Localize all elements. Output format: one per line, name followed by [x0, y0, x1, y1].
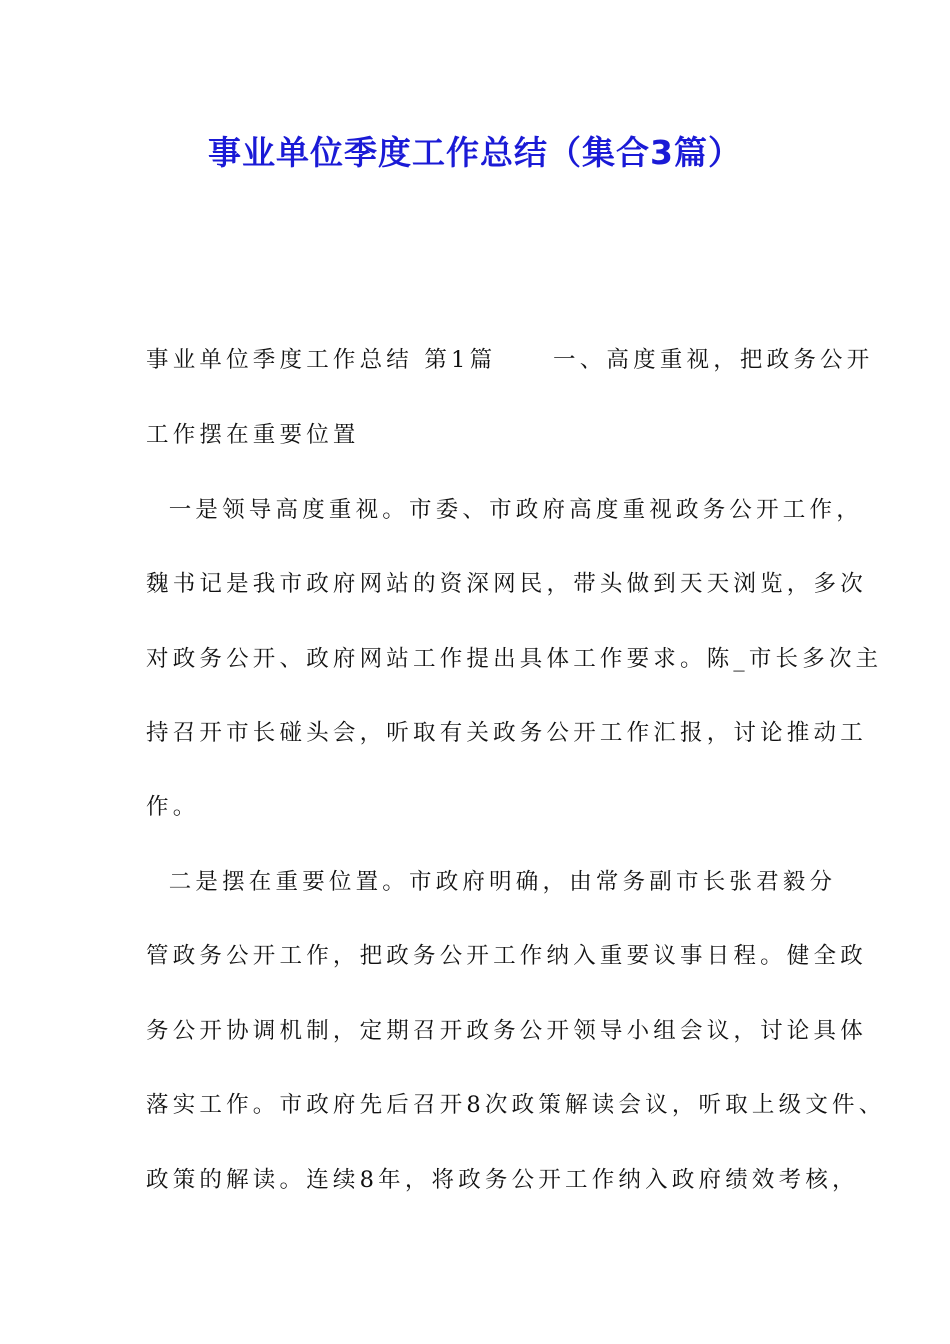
body-line-1: 事业单位季度工作总结 第1篇 一、高度重视，把政务公开 [146, 347, 874, 373]
body-line-6: 持召开市长碰头会，听取有关政务公开工作汇报，讨论推动工 [146, 720, 867, 746]
body-line-4: 魏书记是我市政府网站的资深网民，带头做到天天浏览，多次 [146, 571, 867, 597]
body-line-2: 工作摆在重要位置 [146, 422, 360, 448]
body-line-9: 管政务公开工作，把政务公开工作纳入重要议事日程。健全政 [146, 943, 867, 969]
body-line-3: 一是领导高度重视。市委、市政府高度重视政务公开工作， [146, 497, 863, 523]
body-line-11: 落实工作。市政府先后召开8次政策解读会议，听取上级文件、 [146, 1092, 886, 1118]
document-title: 事业单位季度工作总结（集合3篇） [208, 133, 742, 172]
body-line-12: 政策的解读。连续8年，将政务公开工作纳入政府绩效考核， [146, 1167, 859, 1193]
body-line-8: 二是摆在重要位置。市政府明确，由常务副市长张君毅分 [146, 869, 837, 895]
body-line-10: 务公开协调机制，定期召开政务公开领导小组会议，讨论具体 [146, 1018, 867, 1044]
body-line-7: 作。 [146, 794, 200, 820]
body-line-5: 对政务公开、政府网站工作提出具体工作要求。陈_市长多次主 [146, 646, 883, 672]
